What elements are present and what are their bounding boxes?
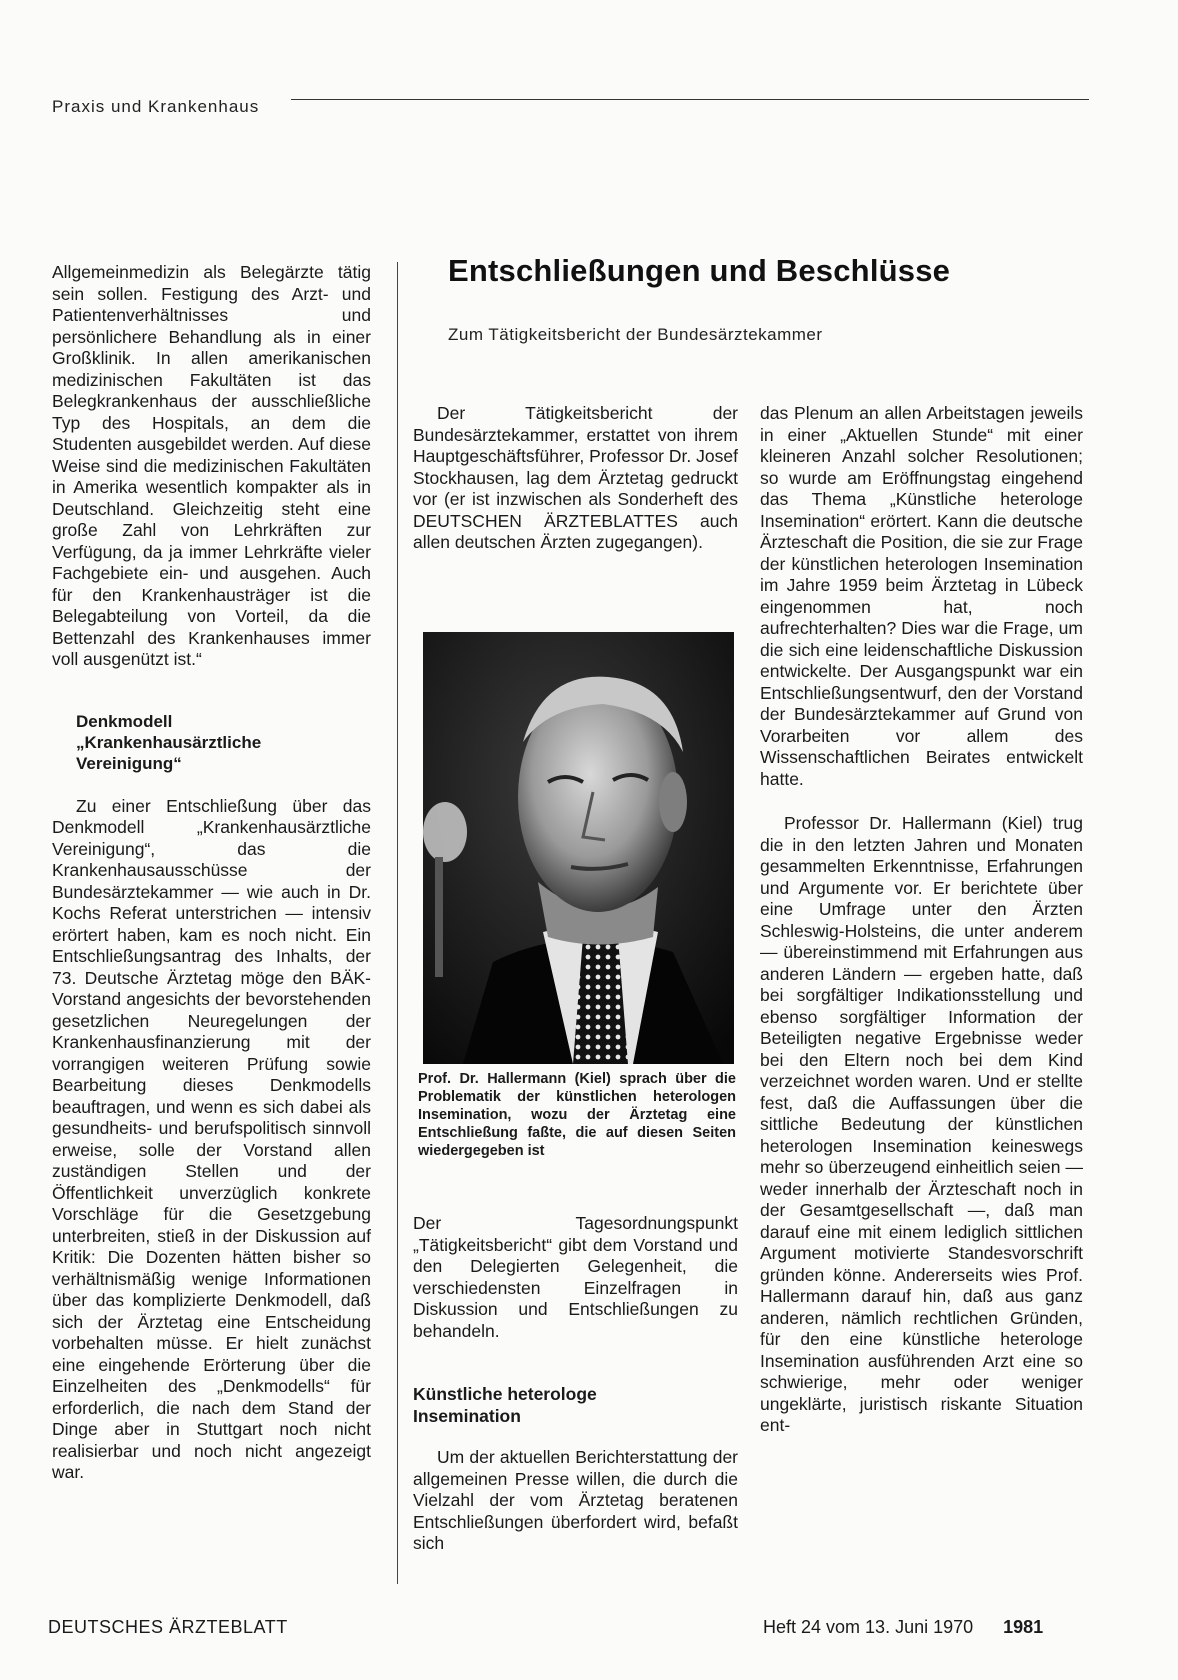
portrait-photo — [423, 632, 734, 1064]
page-number: 1981 — [1003, 1617, 1044, 1637]
photo-caption: Prof. Dr. Hallermann (Kiel) sprach über die Problematik der künstlichen heterologen Insemination, wozu der Ärztetag eine Entschließung faßte, die auf diesen Seiten wiedergegeben ist — [418, 1071, 736, 1159]
section-label: Praxis und Krankenhaus — [52, 97, 260, 116]
left-column — [52, 262, 371, 1484]
right-paragraph-1: das Plenum an allen Arbeitstagen jeweils in einer „Aktuellen Stunde“ mit einer kleineren Anzahl solcher Resolutionen; so wurde am Eröffnungstag eingehend das Thema „Künstliche heterologe Insemination“ erörtert. Kann die deutsche Ärzteschaft die Position, die sie zur Frage der künstlichen heterologen Insemination im Jahre 1959 beim Ärztetag in Lübeck eingenommen hat, noch aufrechterhalten? Dies war die Frage, um die sich eine leidenschaftliche Diskussion entwickelte. Der Ausgangspunkt war ein Entschließungsentwurf, den der Vorstand der Bundesärztekammer auf Grund von Vorarbeiten vor allem des Wissenschaftlichen Beirates entwickelt hatte. — [760, 403, 1083, 789]
middle-column-lower — [413, 1213, 738, 1555]
left-paragraph-1: Allgemeinmedizin als Belegärzte tätig sein sollen. Festigung des Arzt- und Patientenverhältnisses und persönlichere Behandlung als in einer Großklinik. In allen amerikanischen medizinischen Fakultäten ist das Belegkrankenhaus der ausschließliche Typ des Hospitals, an dem die Studenten ausgebildet werden. Auf diese Weise sind die medizinischen Fakultäten in Amerika wesentlich kompakter als in Deutschland. Gleichzeitig steht eine große Zahl von Lehrkräften zur Verfügung, da ja immer Lehrkräfte vieler Fachgebiete ein- und ausgehen. Auch für den Krankenhausträger ist die Belegabteilung von Vorteil, da die Bettenzahl des Krankenhauses immer voll ausgenützt ist.“ — [52, 262, 371, 669]
middle-subheading: Künstliche heterologe Insemination — [413, 1384, 597, 1426]
left-paragraph-2: Zu einer Entschließung über das Denkmodell „Krankenhausärztliche Vereinigung“, das die Krankenhausausschüsse der Bundesärztekammer — wie auch in Dr. Kochs Referat unterstrichen — intensiv erörtert haben, kam es noch nicht. Ein Entschließungsantrag des Inhalts, der 73. Deutsche Ärztetag möge den BÄK-Vorstand angesichts der bevorstehenden gesetzlichen Neuregelungen der Krankenhausfinanzierung mit der vorrangigen weiteren Prüfung sowie Bearbeitung dieses Denkmodells beauftragen, und wenn es sich dabei als gesundheits- und berufspolitisch sinnvoll erweise, solle der Vorstand allen zuständigen Stellen und der Öffentlichkeit unverzüglich konkrete Vorschläge für die Gesetzgebung unterbreiten, stieß in der Diskussion auf Kritik: Die Dozenten hätten bisher so verhältnismäßig wenige Informationen über das komplizierte Denkmodell, daß sich der Ärztetag eine Entscheidung vorbehalten müsse. Er hielt zunächst eine eingehende Erörterung über die Einzelheiten des „Denkmodells“ für erforderlich, die nach dem Stand der Dinge aber in Stuttgart noch nicht realisierbar und noch nicht angezeigt war. — [52, 795, 371, 1482]
issue-date: Heft 24 vom 13. Juni 1970 — [763, 1617, 974, 1637]
journal-name: DEUTSCHES ÄRZTEBLATT — [48, 1617, 288, 1637]
middle-paragraph-3: Um der aktuellen Berichterstattung der allgemeinen Presse willen, die durch die Vielzahl der vom Ärztetag beratenen Entschließungen überfordert wird, befaßt sich — [413, 1447, 738, 1553]
right-paragraph-2: Professor Dr. Hallermann (Kiel) trug die in den letzten Jahren und Monaten gesammelten Erkenntnisse, Erfahrungen und Argumente vor. Er berichtete über eine Umfrage unter den Ärzten Schleswig-Holsteins, die unter anderem — übereinstimmend mit Erfahrungen aus anderen Ländern — ergeben hatte, daß bei sorgfältiger Indikationsstellung und ebenso sorgfältiger Information der Beteiligten negative Ergebnisse weder bei den Eltern noch bei dem Kind verzeichnet worden waren. Und er stellte fest, daß die Auffassungen über die sittliche Bedeutung der künstlichen heterologen Insemination keineswegs mehr so überzeugend einheitlich seien — weder innerhalb der Ärzteschaft noch in der Gesamtgesellschaft —, daß man darauf eine mit einem lediglich sittlichen Argument motivierte Standesvorschrift gründen könne. Andererseits wies Prof. Hallermann darauf hin, daß aus ganz anderen, nämlich rechtlichen Gründen, für den eine künstliche heterologe Insemination ausführenden Arzt eine so schwierige, mehr oder weniger ungeklärte, juristisch riskante Situation ent- — [760, 813, 1083, 1435]
article-subtitle: Zum Tätigkeitsbericht der Bundesärztekammer — [448, 325, 823, 344]
left-subheading: Denkmodell „Krankenhausärztliche Vereinigung“ — [76, 711, 262, 773]
middle-paragraph-2: Der Tagesordnungspunkt „Tätigkeitsbericht“ gibt dem Vorstand und den Delegierten Gelegenheit, die verschiedensten Einzelfragen in Diskussion und Entschließungen zu behandeln. — [413, 1213, 738, 1341]
footer-issue-info — [763, 1617, 1043, 1638]
middle-column — [413, 403, 738, 554]
article-title: Entschließungen und Beschlüsse — [448, 253, 951, 288]
column-divider — [397, 262, 398, 1584]
header-rule — [291, 99, 1089, 100]
middle-paragraph-1: Der Tätigkeitsbericht der Bundesärztekammer, erstattet von ihrem Hauptgeschäftsführer, Professor Dr. Josef Stockhausen, lag dem Ärztetag gedruckt vor (er ist inzwischen als Sonderheft des DEUTSCHEN ÄRZTEBLATTES auch allen deutschen Ärzten zugegangen). — [413, 403, 738, 552]
right-column — [760, 403, 1083, 1437]
